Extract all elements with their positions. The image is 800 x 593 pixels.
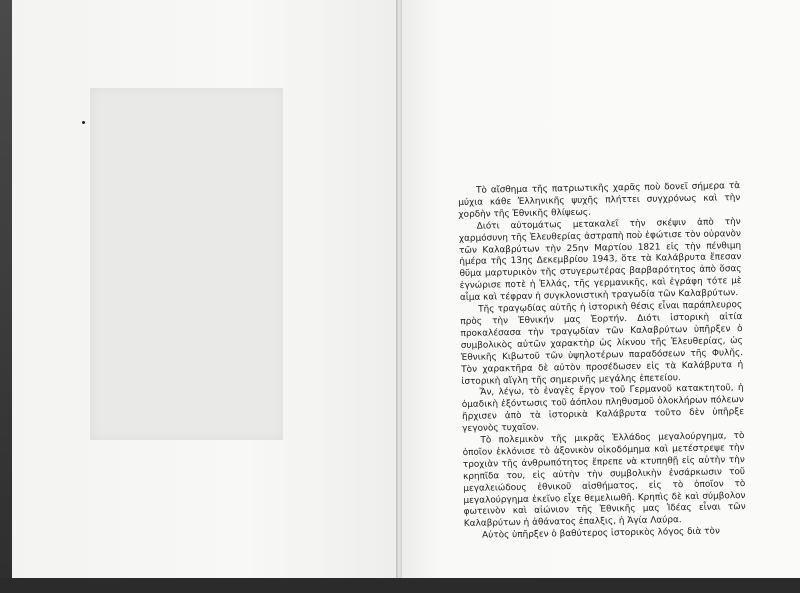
paragraph: Ἄν, λέγω, τὸ ἐναγὲς ἔργον τοῦ Γερμανοῦ κατακτητοῦ, ἡ ὁμαδικὴ ἐξόντωσις τοῦ ἀόπλου πληθυσμοῦ ὁλοκλήρων πόλεων ἤρχισεν ἀπὸ τὰ ἱστορικὰ Καλάβρυτα τοῦτο δὲν ὑπῆρξε γεγονὸς τυχαῖον. <box>461 383 745 435</box>
paragraph: Τὸ αἴσθημα τῆς πατριωτικῆς χαρᾶς ποὺ δονεῖ σήμερα τὰ μύχια κάθε Ἑλληνικῆς ψυχῆς πλήττει συγχρόνως καὶ τὴν χορδὴν τῆς Ἐθνικῆς θλίψεως. <box>458 181 741 220</box>
paragraph: Διότι αὐτομάτως μετακαλεῖ τὴν σκέψιν ἀπὸ τὴν χαρμόσυνη τῆς Ἐλευθερίας ἀστραπὴ ποὺ ἐφώτισε τὸν οὐρανὸν τῶν Καλαβρύτων τὴν 25ην Μαρτίου 1821 εἰς τὴν πένθιμη ἡμέρα τῆς 13ης Δεκεμβρίου 1943, ὅτε τὰ Καλάβρυτα ἔπεσαν θῦμα μαρτυρικὸν τῆς στυγερωτέρας βαρβαρότητος ἀπὸ ὅσας ἐγνώρισε ποτὲ ἡ Ἑλλάς, τῆς γερμανικῆς, καὶ ἐγράφη τότε μὲ αἷμα καὶ τέφραν ἡ συγκλονιστικὴ τραγωδία τῶν Καλαβρύτων. <box>458 216 742 304</box>
paragraph: Τῆς τραγῳδίας αὐτῆς ἡ ἱστορικὴ θέσις εἶναι παράπλευρος πρὸς τὴν Ἐθνικήν μας Ἑορτήν. Διότι ἱστορικὴ αἰτία προκαλέσασα τὴν τραγῳδίαν τῶν Καλαβρύτων ὑπῆρξεν ὁ συμβολικὸς αὐτῶν χαρακτὴρ ὡς λίκνου τῆς Ἐλευθερίας, ὡς Ἐθνικῆς Κιβωτοῦ τῶν ὑψηλοτέρων παραδόσεων τῆς Φυλῆς. Τὸν χαρακτῆρα δὲ αὐτὸν προσέδωσεν εἰς τὰ Καλάβρυτα ἡ ἱστορικὴ αἴγλη τῆς σημερινῆς μεγάλης ἐπετείου. <box>460 300 744 387</box>
paragraph: Αὐτὸς ὑπῆρξεν ὁ βαθύτερος ἱστορικὸς λόγος διὰ τὸν <box>482 526 720 541</box>
paragraph: Τὸ πολεμικὸν τῆς μικρᾶς Ἑλλάδος μεγαλούργημα, τὸ ὁποῖον ἐκλόνισε τὸ ἀξονικὸν οἰκοδόμημα καὶ μετέστρεψε τὴν τροχιὰν τῆς ἀνθρωπότητος ἔπρεπε νὰ κτυπηθῇ εἰς αὐτὴν τὴν κρηπῖδα του, εἰς αὐτὴν τὴν συμβολικὴν ἐνσάρκωσιν τοῦ μεγαλειώδους ἐθνικοῦ αἰσθήματος, εἰς τὸ ὁποῖον τὸ μεγαλούργημα ἐκεῖνο εἶχε θεμελιωθῆ. Κρηπὶς δὲ καὶ σύμβολον φωτεινὸν καὶ αἰώνιον τῆς Ἐθνικῆς μας Ἰδέας εἶναι τῶν Καλαβρύτων ἡ ἀθάνατος ἐπαλξις, ἡ Ἁγία Λαύρα. <box>462 431 746 530</box>
scanner-edge <box>0 578 800 593</box>
body-text <box>458 181 746 543</box>
left-page <box>12 0 396 578</box>
faded-photo-plate <box>90 88 283 440</box>
ink-speck <box>82 121 85 124</box>
